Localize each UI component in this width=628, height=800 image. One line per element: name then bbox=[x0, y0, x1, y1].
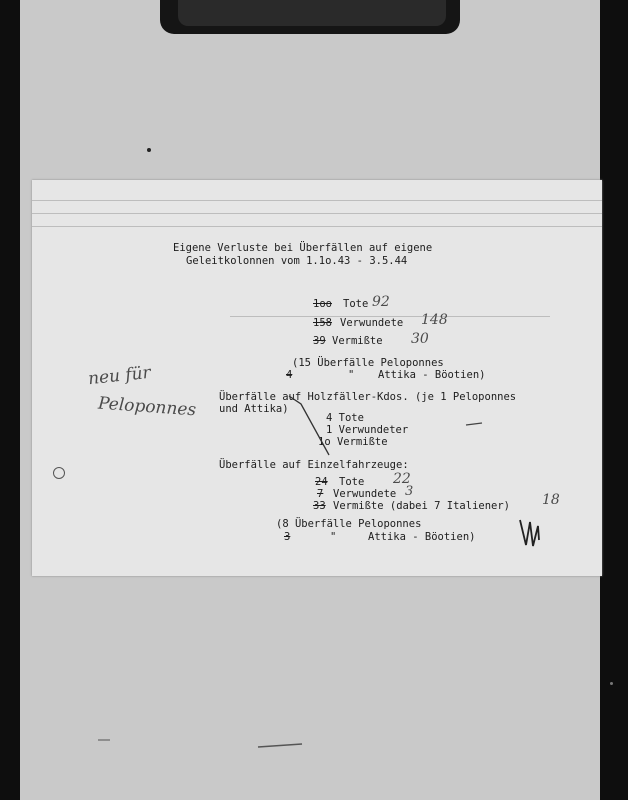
b1-verw-label: Verwundete bbox=[340, 317, 404, 329]
b3-heading: Überfälle auf Einzelfahrzeuge: bbox=[219, 459, 409, 471]
signature-scribble bbox=[520, 520, 539, 546]
floor-dash bbox=[258, 744, 302, 747]
b3-ueberfaelle-line-2: Attika - Böotien) bbox=[368, 531, 476, 543]
b1-tote-label: Tote bbox=[343, 298, 369, 310]
document-title-line-1: Eigene Verluste bei Überfällen auf eigene bbox=[173, 242, 433, 254]
b1-verw-number: 158 bbox=[313, 317, 332, 329]
b3-tote-number: 24 bbox=[315, 476, 328, 488]
b1-ueberfaelle-line-2: Attika - Böotien) bbox=[378, 369, 486, 381]
b3-ueberfaelle-count-2: 3 bbox=[284, 531, 291, 543]
b3-tote-hand: 22 bbox=[393, 471, 411, 487]
b3-verw-hand: 3 bbox=[405, 484, 414, 499]
b3-verm-label: Vermißte (dabei 7 Italiener) bbox=[333, 500, 511, 512]
b3-ueberfaelle-ditto: " bbox=[330, 531, 337, 543]
b1-tote-number: 1oo bbox=[313, 298, 332, 310]
b1-verm-hand: 30 bbox=[411, 331, 429, 347]
bracket-hook bbox=[289, 396, 329, 455]
b3-verw-label: Verwundete bbox=[333, 488, 397, 500]
b1-ueberfaelle-line-1: (15 Überfälle Peloponnes bbox=[292, 357, 444, 369]
b2-verwundeter: 1 Verwundeter bbox=[326, 424, 409, 436]
b3-verm-hand: 18 bbox=[542, 492, 560, 508]
b1-verm-label: Vermißte bbox=[332, 335, 383, 347]
margin-note-line-1: neu für bbox=[87, 362, 152, 390]
b2-heading-line-1: Überfälle auf Holzfäller-Kdos. (je 1 Peloponnes bbox=[219, 391, 517, 403]
document-title-line-2: Geleitkolonnen vom 1.1o.43 - 3.5.44 bbox=[186, 255, 408, 267]
b2-tote: 4 Tote bbox=[326, 412, 364, 424]
tick-dash bbox=[466, 423, 482, 425]
margin-note-line-2: Peloponnes bbox=[97, 393, 197, 421]
b1-ueberfaelle-ditto: " bbox=[348, 369, 355, 381]
b2-heading-line-2: und Attika) bbox=[219, 403, 289, 415]
b1-verm-number: 39 bbox=[313, 335, 326, 347]
b2-vermisste: 1o Vermißte bbox=[318, 436, 388, 448]
b1-ueberfaelle-count-2: 4 bbox=[286, 369, 293, 381]
b3-verm-number: 33 bbox=[313, 500, 326, 512]
b3-verw-number: 7 bbox=[317, 488, 324, 500]
b1-tote-hand: 92 bbox=[372, 294, 390, 310]
b3-ueberfaelle-line-1: (8 Überfälle Peloponnes bbox=[276, 518, 422, 530]
b1-verw-hand: 148 bbox=[421, 312, 448, 328]
b3-tote-label: Tote bbox=[339, 476, 365, 488]
